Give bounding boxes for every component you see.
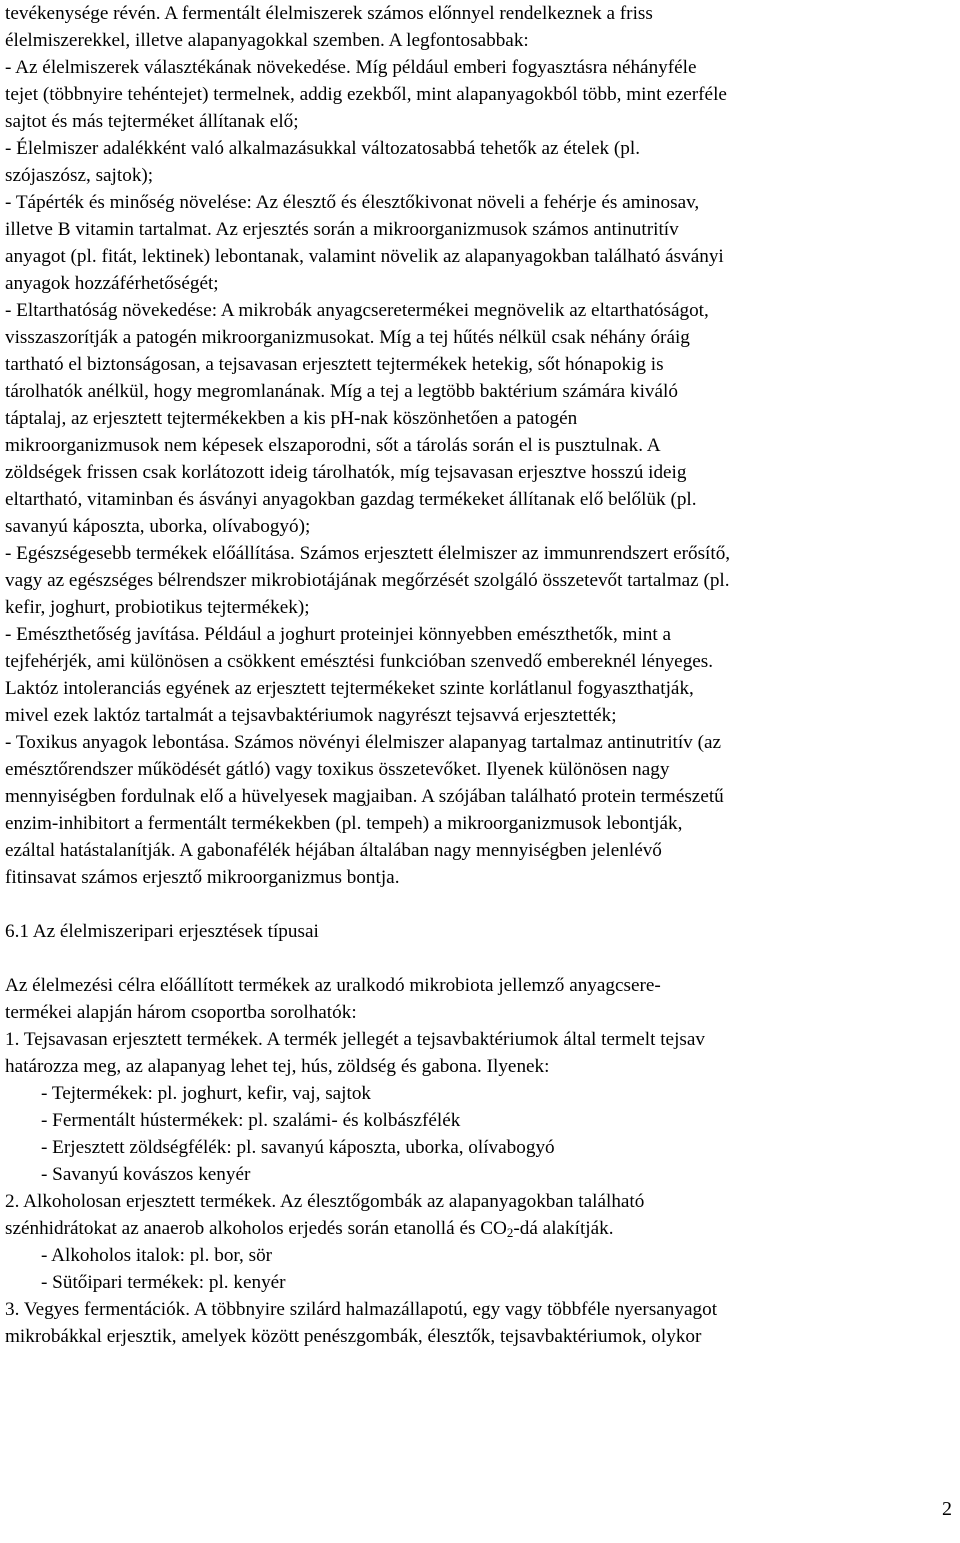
paragraph-line: - Az élelmiszerek választékának növekedése. Míg például emberi fogyasztásra néhányféle [5, 57, 697, 78]
paragraph-line: illetve B vitamin tartalmat. Az erjesztés során a mikroorganizmusok számos antinutritív [5, 219, 679, 240]
paragraph-line: - Emészthetőség javítása. Például a joghurt proteinjei könnyebben emészthetők, mint a [5, 624, 672, 645]
paragraph-line: savanyú káposzta, uborka, olívabogyó); [5, 516, 311, 537]
intro-line: Az élelmezési célra előállított termékek az uralkodó mikrobiota jellemző anyagcsere- [5, 975, 661, 996]
paragraph-line: táptalaj, az erjesztett tejtermékekben a kis pH-nak köszönhetően a patogén [5, 408, 578, 429]
paragraph-line: enzim-inhibitort a fermentált termékekben (pl. tempeh) a mikroorganizmusok lebontják, [5, 813, 683, 834]
list-item: - Alkoholos italok: pl. bor, sör [41, 1245, 273, 1266]
group1-line: határozza meg, az alapanyag lehet tej, hús, zöldség és gabona. Ilyenek: [5, 1056, 550, 1077]
paragraph-line: - Élelmiszer adalékként való alkalmazásukkal változatosabbá tehetők az ételek (pl. [5, 138, 641, 159]
group2-line-text-end: -dá alakítják. [513, 1218, 614, 1239]
paragraph-line: anyagot (pl. fitát, lektinek) lebontanak, valamint növelik az alapanyagokban található ásványi [5, 246, 724, 267]
section-heading: 6.1 Az élelmiszeripari erjesztések típusai [5, 921, 319, 942]
intro-line: termékei alapján három csoportba sorolhatók: [5, 1002, 357, 1023]
paragraph-line: ezáltal hatástalanítják. A gabonafélék héjában általában nagy mennyiségben jelenlévő [5, 840, 662, 861]
paragraph-line: emésztőrendszer működését gátló) vagy toxikus összetevőket. Ilyenek különösen nagy [5, 759, 670, 780]
paragraph-line: tevékenysége révén. A fermentált élelmiszerek számos előnnyel rendelkeznek a friss [5, 3, 653, 24]
paragraph-line: - Tápérték és minőség növelése: Az élesztő és élesztőkivonat növeli a fehérje és aminosav, [5, 192, 700, 213]
paragraph-line: mennyiségben fordulnak elő a hüvelyesek magjaiban. A szójában található protein természetű [5, 786, 724, 807]
paragraph-line: mikroorganizmusok nem képesek elszaporodni, sőt a tárolás során el is pusztulnak. A [5, 435, 661, 456]
paragraph-line: élelmiszerekkel, illetve alapanyagokkal szemben. A legfontosabbak: [5, 30, 529, 51]
group3-line: 3. Vegyes fermentációk. A többnyire szilárd halmazállapotú, egy vagy többféle nyersanyagot [5, 1299, 718, 1320]
group3-line: mikrobákkal erjesztik, amelyek között penészgombák, élesztők, tejsavbaktériumok, olykor [5, 1326, 702, 1347]
paragraph-line: Laktóz intoleranciás egyének az erjesztett tejtermékeket szinte korlátlanul fogyaszthatják, [5, 678, 694, 699]
paragraph-line: tárolhatók anélkül, hogy megromlanának. Míg a tej a legtöbb baktérium számára kiváló [5, 381, 678, 402]
paragraph-line: szójaszósz, sajtok); [5, 165, 154, 186]
paragraph-line: tejfehérjék, ami különösen a csökkent emésztési funkcióban szenvedő embereknél lényeges. [5, 651, 714, 672]
list-item: - Sütőipari termékek: pl. kenyér [41, 1272, 286, 1293]
paragraph-line: eltartható, vitaminban és ásványi anyagokban gazdag termékeket állítanak elő belőlük (pl. [5, 489, 697, 510]
paragraph-line: fitinsavat számos erjesztő mikroorganizmus bontja. [5, 867, 400, 888]
group2-line: 2. Alkoholosan erjesztett termékek. Az élesztőgombák az alapanyagokban található [5, 1191, 645, 1212]
list-item: - Savanyú kovászos kenyér [41, 1164, 251, 1185]
paragraph-line: visszaszorítják a patogén mikroorganizmusokat. Míg a tej hűtés nélkül csak néhány óráig [5, 327, 690, 348]
paragraph-line: tartható el biztonságosan, a tejsavasan erjesztett tejtermékek hetekig, sőt hónapokig is [5, 354, 664, 375]
group1-line: 1. Tejsavasan erjesztett termékek. A termék jellegét a tejsavbaktériumok által termelt tejsav [5, 1029, 705, 1050]
group2-line-chemical [5, 1215, 614, 1242]
list-item: - Erjesztett zöldségfélék: pl. savanyú káposzta, uborka, olívabogyó [41, 1137, 555, 1158]
paragraph-line: - Egészségesebb termékek előállítása. Számos erjesztett élelmiszer az immunrendszert erősítő, [5, 543, 731, 564]
paragraph-line: - Toxikus anyagok lebontása. Számos növényi élelmiszer alapanyag tartalmaz antinutritív (az [5, 732, 721, 753]
paragraph-line: anyagok hozzáférhetőségét; [5, 273, 219, 294]
paragraph-line: sajtot és más tejterméket állítanak elő; [5, 111, 299, 132]
list-item: - Fermentált hústermékek: pl. szalámi- és kolbászfélék [41, 1110, 461, 1131]
page-number: 2 [942, 1498, 952, 1520]
paragraph-line: zöldségek frissen csak korlátozott ideig tárolhatók, míg tejsavasan erjesztve hosszú ideig [5, 462, 687, 483]
paragraph-line: vagy az egészséges bélrendszer mikrobiotájának megőrzését szolgáló összetevőt tartalmaz (pl. [5, 570, 730, 591]
group2-line-text: szénhidrátokat az anaerob alkoholos erjedés során etanollá és CO [5, 1218, 507, 1239]
paragraph-line: - Eltarthatóság növekedése: A mikrobák anyagcseretermékei megnövelik az eltarthatóságot, [5, 300, 709, 321]
paragraph-line: tejet (többnyire tehéntejet) termelnek, addig ezekből, mint alapanyagokból több, mint ezerféle [5, 84, 727, 105]
list-item: - Tejtermékek: pl. joghurt, kefir, vaj, sajtok [41, 1083, 372, 1104]
paragraph-line: kefir, joghurt, probiotikus tejtermékek); [5, 597, 310, 618]
paragraph-line: mivel ezek laktóz tartalmát a tejsavbaktériumok nagyrészt tejsavvá erjesztették; [5, 705, 617, 726]
co2-subscript: 2 [506, 1225, 514, 1240]
